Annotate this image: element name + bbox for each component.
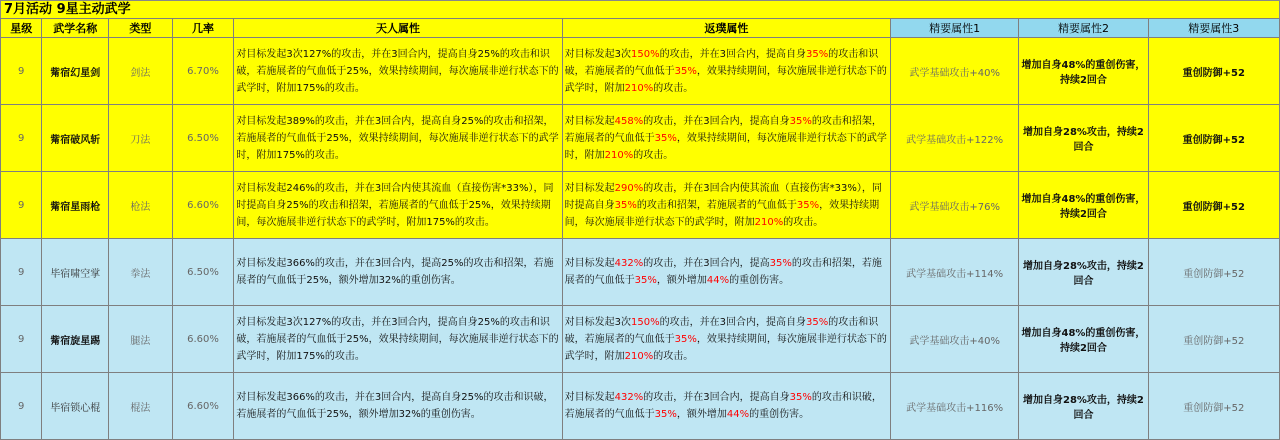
text-segment: 的攻击。 bbox=[653, 350, 694, 362]
text-segment: 的攻击和识破，若施展者的气血低于 bbox=[564, 392, 882, 420]
text-segment: 对目标发起 bbox=[564, 115, 615, 127]
highlight-value: 44% bbox=[706, 275, 730, 286]
cell-tianren: 对目标发起3次127%的攻击，并在3回合内，提高自身25%的攻击和识破，若施展者的气血低于25%，效果持续期间，每次施展非逆行状态下的武学时，附加175%的攻击。 bbox=[234, 306, 562, 373]
cell-jingyao-3: 重创防御+52 bbox=[1148, 105, 1279, 172]
text-segment: 的攻击。 bbox=[653, 82, 694, 94]
text-segment: 的攻击和招架，若施展者的气血低于 bbox=[636, 199, 797, 211]
cell-skill-name: 觜宿星雨枪 bbox=[42, 172, 109, 239]
cell-star: 9 bbox=[1, 373, 42, 440]
cell-type: 刀法 bbox=[109, 105, 173, 172]
cell-jingyao-2: 增加自身48%的重创伤害，持续2回合 bbox=[1019, 172, 1148, 239]
highlight-value: 150% bbox=[631, 316, 660, 328]
cell-jingyao-3: 重创防御+52 bbox=[1148, 373, 1279, 440]
header-row bbox=[1, 19, 1280, 38]
text-segment: 的攻击。 bbox=[633, 149, 674, 161]
cell-jingyao-2: 增加自身48%的重创伤害，持续2回合 bbox=[1019, 38, 1148, 105]
highlight-value: 150% bbox=[631, 48, 660, 60]
highlight-value: 35% bbox=[654, 409, 677, 420]
highlight-value: 35% bbox=[806, 316, 829, 328]
text-segment: ，效果持续期间，每次施展非逆行状态下的武学时，附加 bbox=[564, 65, 887, 94]
cell-skill-name: 毕宿锁心棍 bbox=[42, 373, 109, 440]
cell-rate: 6.70% bbox=[172, 38, 234, 105]
cell-star: 9 bbox=[1, 38, 42, 105]
table-row bbox=[1, 172, 1280, 239]
text-segment: 的攻击和招架，若施展者的气血低于 bbox=[564, 115, 882, 144]
highlight-value: 35% bbox=[614, 199, 637, 211]
cell-jingyao-3: 重创防御+52 bbox=[1148, 306, 1279, 373]
cell-star: 9 bbox=[1, 172, 42, 239]
cell-jingyao-2: 增加自身28%攻击，持续2回合 bbox=[1019, 373, 1148, 440]
cell-jingyao-1: 武学基础攻击+40% bbox=[891, 38, 1019, 105]
header-name: 武学名称 bbox=[42, 19, 109, 38]
cell-rate: 6.60% bbox=[172, 306, 234, 373]
header-jingyao-3: 精要属性3 bbox=[1148, 19, 1279, 38]
cell-star: 9 bbox=[1, 239, 42, 306]
text-segment: 对目标发起 bbox=[564, 182, 615, 194]
cell-fanpu bbox=[562, 239, 890, 306]
cell-tianren: 对目标发起3次127%的攻击，并在3回合内，提高自身25%的攻击和识破，若施展者的气血低于25%，效果持续期间，每次施展非逆行状态下的武学时，附加175%的攻击。 bbox=[234, 38, 562, 105]
cell-tianren: 对目标发起366%的攻击，并在3回合内，提高自身25%的攻击和识破，若施展者的气血低于25%，额外增加32%的重创伤害。 bbox=[234, 373, 562, 440]
highlight-value: 210% bbox=[754, 216, 784, 228]
cell-tianren: 对目标发起366%的攻击，并在3回合内，提高25%的攻击和招架，若施展者的气血低于25%，额外增加32%的重创伤害。 bbox=[234, 239, 562, 306]
header-rate: 几率 bbox=[172, 19, 234, 38]
cell-tianren: 对目标发起389%的攻击，并在3回合内，提高自身25%的攻击和招架，若施展者的气血低于25%，效果持续期间，每次施展非逆行状态下的武学时，附加175%的攻击。 bbox=[234, 105, 562, 172]
cell-star: 9 bbox=[1, 105, 42, 172]
header-tianren: 天人属性 bbox=[234, 19, 562, 38]
text-segment: 的重创伤害。 bbox=[749, 409, 810, 420]
highlight-value: 35% bbox=[674, 65, 697, 77]
highlight-value: 210% bbox=[604, 149, 634, 161]
text-segment: 的攻击，并在3回合内，提高自身 bbox=[659, 48, 807, 60]
cell-jingyao-1: 武学基础攻击+116% bbox=[891, 373, 1019, 440]
cell-skill-name: 觜宿破风斩 bbox=[42, 105, 109, 172]
text-segment: ，额外增加 bbox=[676, 409, 727, 420]
cell-skill-name: 毕宿啸空掌 bbox=[42, 239, 109, 306]
table-row bbox=[1, 239, 1280, 306]
cell-jingyao-2: 增加自身28%攻击，持续2回合 bbox=[1019, 239, 1148, 306]
header-jingyao-2: 精要属性2 bbox=[1019, 19, 1148, 38]
cell-type: 腿法 bbox=[109, 306, 173, 373]
text-segment: ，效果持续期间，每次施展非逆行状态下的武学时，附加 bbox=[564, 333, 887, 362]
table-row bbox=[1, 105, 1280, 172]
cell-rate: 6.60% bbox=[172, 172, 234, 239]
text-segment: 的攻击。 bbox=[783, 216, 824, 228]
highlight-value: 35% bbox=[806, 48, 829, 60]
highlight-value: 290% bbox=[614, 182, 644, 194]
cell-jingyao-3: 重创防御+52 bbox=[1148, 38, 1279, 105]
cell-tianren: 对目标发起246%的攻击，并在3回合内使其流血（直接伤害*33%），同时提高自身25%的攻击和招架，若施展者的气血低于25%，效果持续期间，每次施展非逆行状态下的武学时，附加175%的攻击。 bbox=[234, 172, 562, 239]
text-segment: 的攻击和识破，若施展者的气血低于 bbox=[564, 316, 879, 345]
highlight-value: 35% bbox=[796, 199, 820, 211]
text-segment: ，效果持续期间，每次施展非逆行状态下的武学时，附加 bbox=[564, 199, 880, 228]
cell-jingyao-1: 武学基础攻击+76% bbox=[891, 172, 1019, 239]
highlight-value: 35% bbox=[654, 132, 677, 144]
cell-type: 棍法 bbox=[109, 373, 173, 440]
cell-fanpu bbox=[562, 105, 890, 172]
cell-fanpu bbox=[562, 172, 890, 239]
cell-rate: 6.60% bbox=[172, 373, 234, 440]
cell-type: 拳法 bbox=[109, 239, 173, 306]
cell-skill-name: 觜宿旋星踢 bbox=[42, 306, 109, 373]
cell-fanpu bbox=[562, 306, 890, 373]
text-segment: 的攻击，并在3回合内，提高 bbox=[643, 258, 770, 269]
highlight-value: 458% bbox=[614, 115, 644, 127]
table-row bbox=[1, 38, 1280, 105]
cell-rate: 6.50% bbox=[172, 239, 234, 306]
text-segment: 的攻击，并在3回合内，提高自身 bbox=[659, 316, 807, 328]
text-segment: 的攻击，并在3回合内，提高自身 bbox=[643, 392, 790, 403]
cell-jingyao-1: 武学基础攻击+114% bbox=[891, 239, 1019, 306]
cell-skill-name: 觜宿幻星剑 bbox=[42, 38, 109, 105]
highlight-value: 35% bbox=[674, 333, 697, 345]
text-segment: ，效果持续期间，每次施展非逆行状态下的武学时，附加 bbox=[564, 132, 887, 161]
highlight-value: 210% bbox=[624, 82, 654, 94]
highlight-value: 35% bbox=[789, 392, 812, 403]
skills-table bbox=[0, 18, 1280, 440]
highlight-value: 35% bbox=[634, 275, 657, 286]
cell-jingyao-3: 重创防御+52 bbox=[1148, 239, 1279, 306]
highlight-value: 44% bbox=[726, 409, 750, 420]
highlight-value: 35% bbox=[769, 258, 792, 269]
text-segment: 的攻击，并在3回合内使其流血（直接伤害*33%），同时提高自身 bbox=[564, 182, 882, 211]
header-type: 类型 bbox=[109, 19, 173, 38]
cell-jingyao-1: 武学基础攻击+40% bbox=[891, 306, 1019, 373]
text-segment: ，额外增加 bbox=[656, 275, 707, 286]
sheet-title: 7月活动 9星主动武学 bbox=[0, 0, 1280, 18]
cell-fanpu bbox=[562, 38, 890, 105]
text-segment: 对目标发起3次 bbox=[564, 48, 632, 60]
highlight-value: 210% bbox=[624, 350, 654, 362]
table-row bbox=[1, 306, 1280, 373]
highlight-value: 432% bbox=[614, 392, 644, 403]
text-segment: 对目标发起 bbox=[564, 258, 615, 269]
text-segment: 对目标发起3次 bbox=[564, 316, 632, 328]
highlight-value: 432% bbox=[614, 258, 644, 269]
table-row bbox=[1, 373, 1280, 440]
text-segment: 的重创伤害。 bbox=[729, 275, 790, 286]
text-segment: 的攻击和识破，若施展者的气血低于 bbox=[564, 48, 879, 77]
text-segment: 的攻击和招架，若施展者的气血低于 bbox=[564, 258, 882, 286]
text-segment: 对目标发起 bbox=[564, 392, 615, 403]
highlight-value: 35% bbox=[789, 115, 812, 127]
cell-type: 剑法 bbox=[109, 38, 173, 105]
cell-fanpu bbox=[562, 373, 890, 440]
header-fanpu: 返璞属性 bbox=[562, 19, 890, 38]
cell-star: 9 bbox=[1, 306, 42, 373]
cell-jingyao-2: 增加自身48%的重创伤害，持续2回合 bbox=[1019, 306, 1148, 373]
cell-jingyao-1: 武学基础攻击+122% bbox=[891, 105, 1019, 172]
cell-rate: 6.50% bbox=[172, 105, 234, 172]
header-jingyao-1: 精要属性1 bbox=[891, 19, 1019, 38]
cell-jingyao-3: 重创防御+52 bbox=[1148, 172, 1279, 239]
header-star: 星级 bbox=[1, 19, 42, 38]
cell-type: 枪法 bbox=[109, 172, 173, 239]
cell-jingyao-2: 增加自身28%攻击，持续2回合 bbox=[1019, 105, 1148, 172]
text-segment: 的攻击，并在3回合内，提高自身 bbox=[643, 115, 790, 127]
